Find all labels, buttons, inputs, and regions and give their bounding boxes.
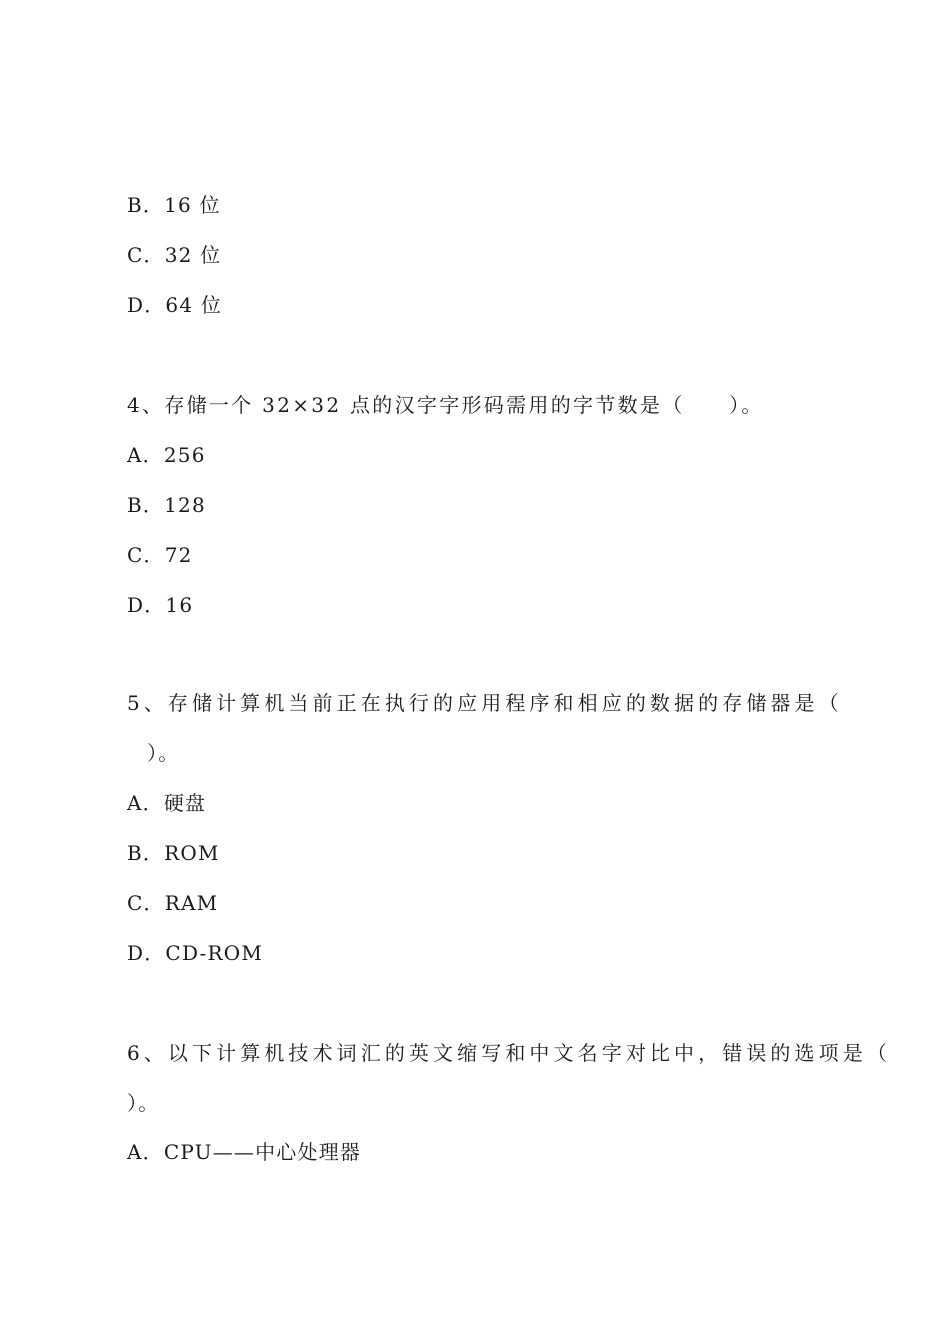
q4-option-c: C．72 bbox=[127, 543, 193, 567]
q6-option-a: A．CPU——中心处理器 bbox=[127, 1140, 362, 1164]
q5-question-line2: ）。 bbox=[147, 741, 180, 765]
q5-option-b: B．ROM bbox=[127, 841, 220, 865]
q6-question-line2: ）。 bbox=[127, 1091, 160, 1115]
q5-option-d: D．CD-ROM bbox=[127, 941, 264, 965]
q4-question: 4、存储一个 32×32 点的汉字字形码需用的字节数是（ ）。 bbox=[127, 393, 764, 417]
q3-option-d: D．64 位 bbox=[127, 293, 223, 317]
q5-option-c: C．RAM bbox=[127, 891, 219, 915]
q5-option-a: A．硬盘 bbox=[127, 791, 207, 815]
q4-option-a: A．256 bbox=[127, 443, 206, 467]
q3-option-c: C．32 位 bbox=[127, 243, 222, 267]
q5-question-line1: 5、存储计算机当前正在执行的应用程序和相应的数据的存储器是（ bbox=[127, 691, 843, 715]
q3-option-b: B．16 位 bbox=[127, 193, 221, 217]
q4-option-d: D．16 bbox=[127, 593, 194, 617]
q6-question-line1: 6、以下计算机技术词汇的英文缩写和中文名字对比中，错误的选项是（ bbox=[127, 1041, 891, 1065]
q4-option-b: B．128 bbox=[127, 493, 206, 517]
